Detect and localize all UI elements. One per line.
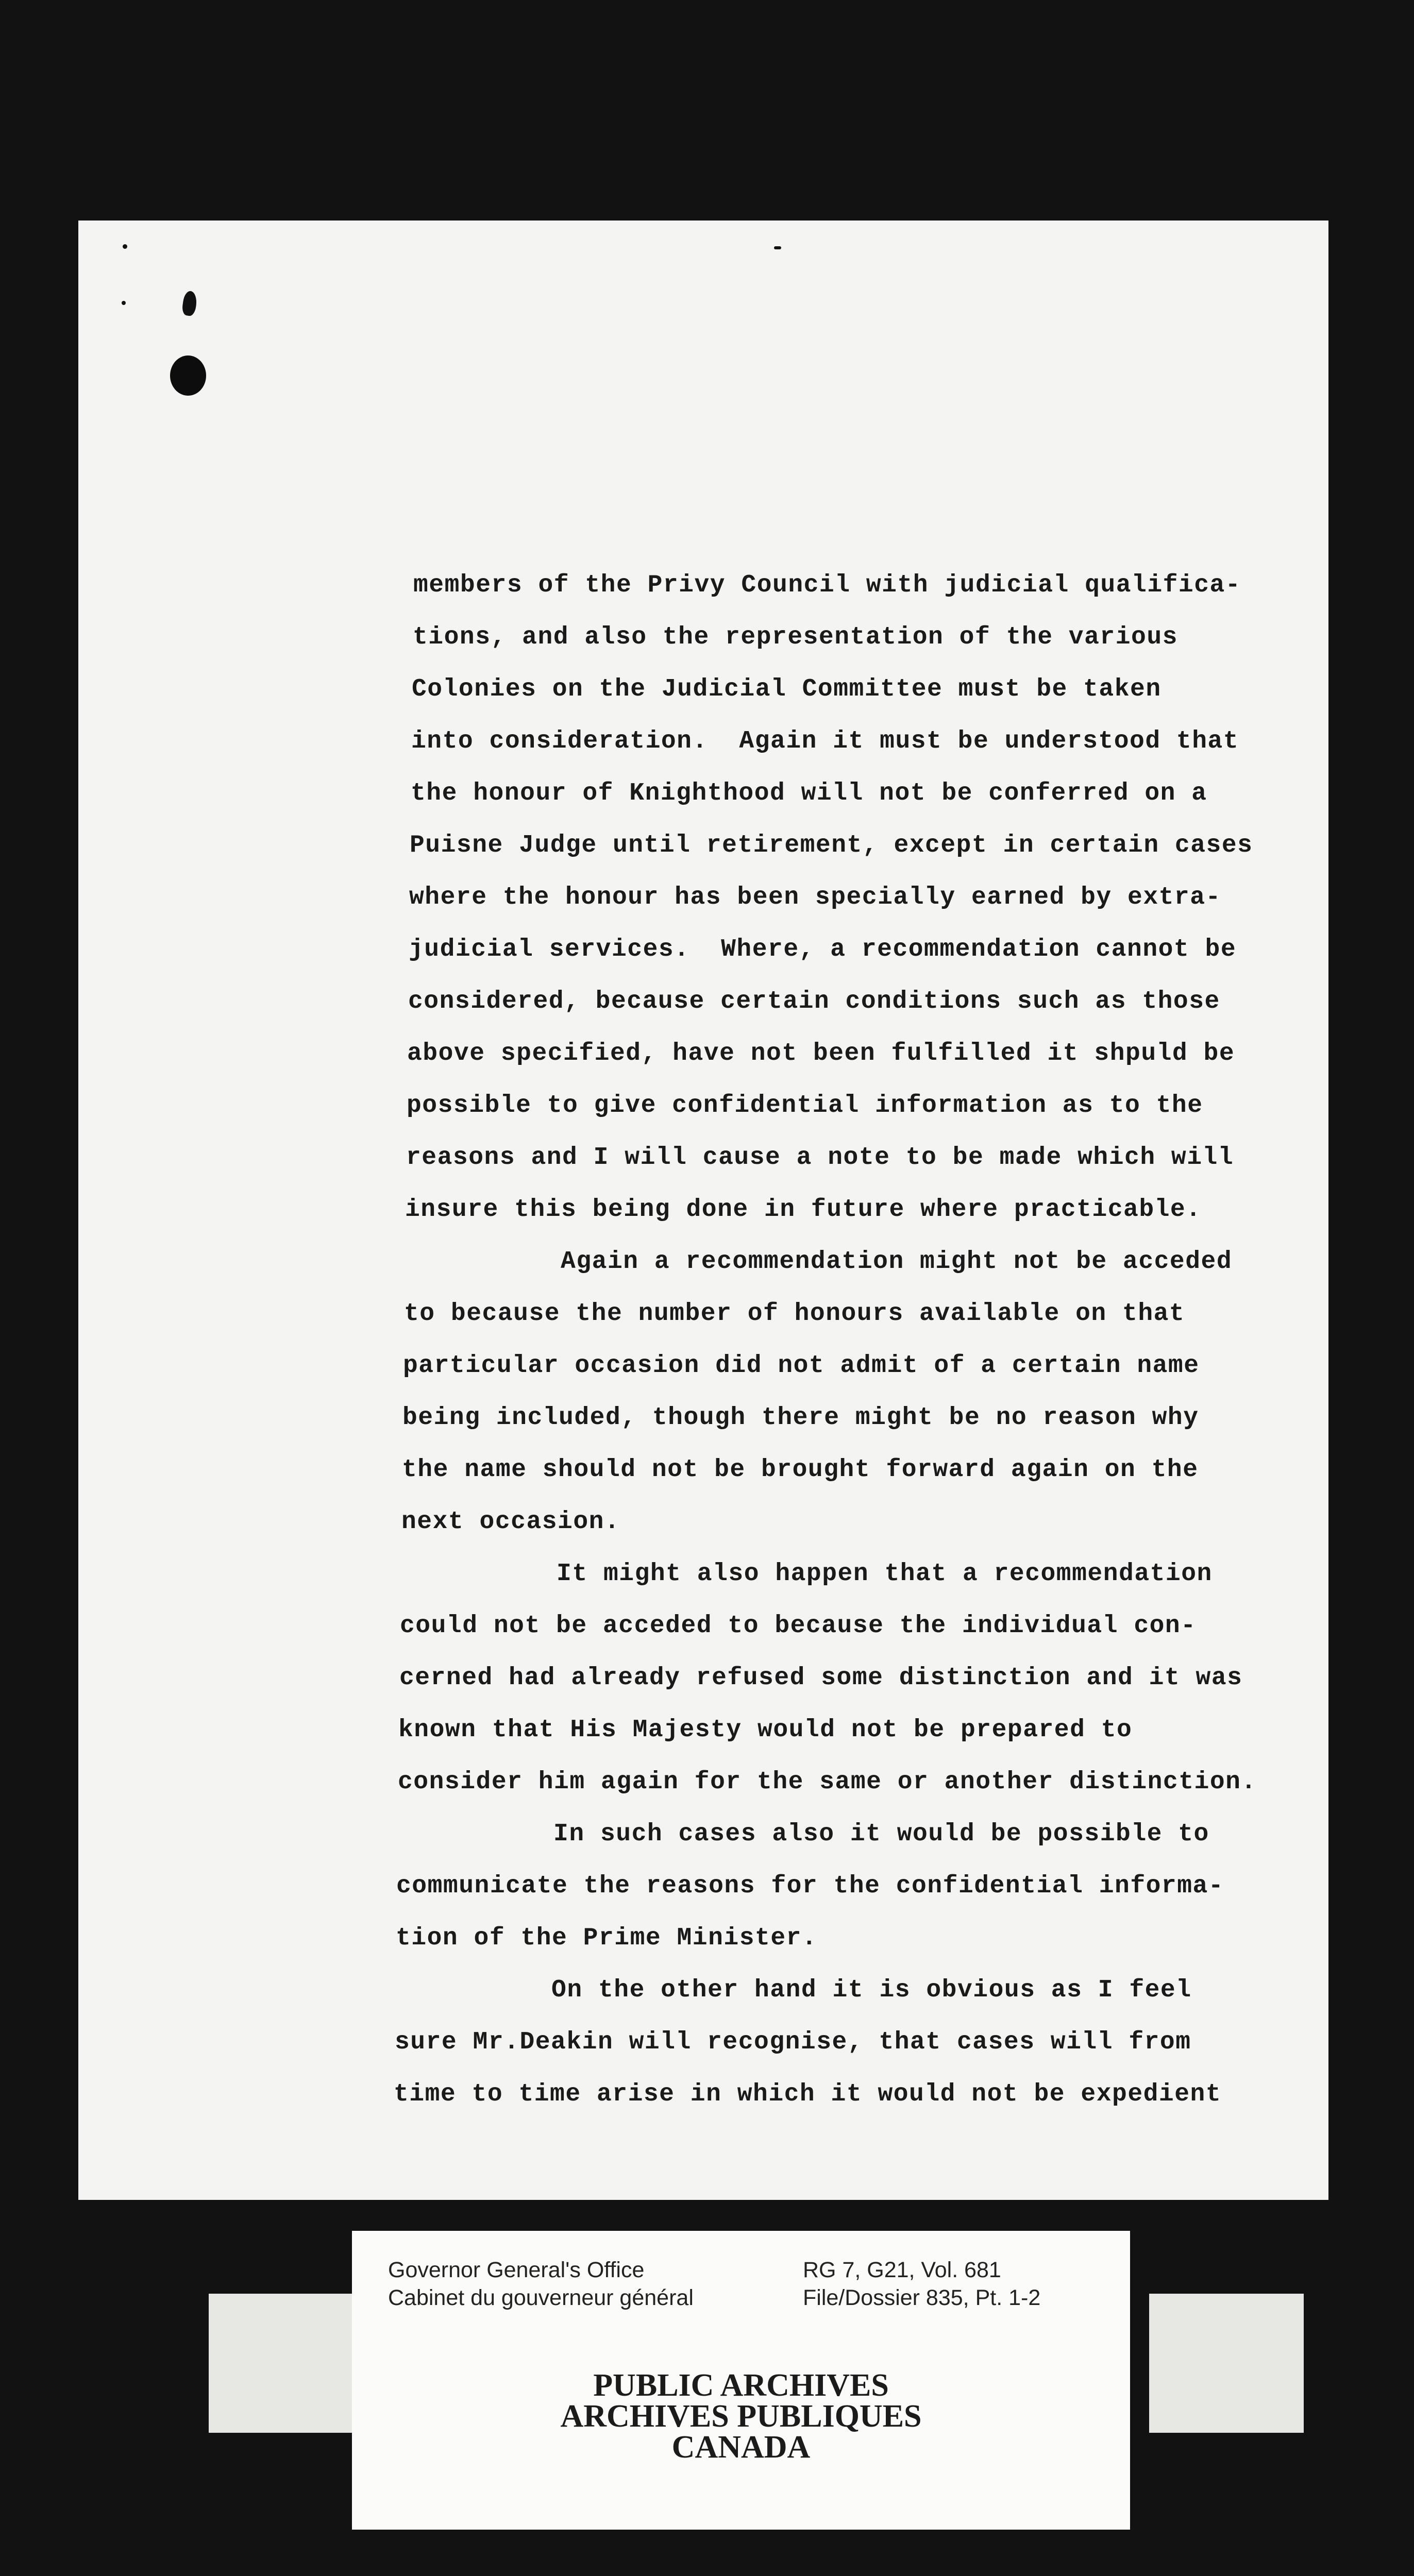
document-line: reasons and I will cause a note to be made which will — [406, 1144, 1234, 1172]
document-line: the honour of Knighthood will not be conferred on a — [411, 779, 1207, 807]
document-line: possible to give confidential information as to the — [407, 1092, 1203, 1120]
document-line: cerned had already refused some distinction and it was — [399, 1664, 1243, 1692]
typed-letter-text — [78, 221, 1328, 2200]
document-line: judicial services. Where, a recommendation cannot be — [409, 936, 1237, 963]
document-line: considered, because certain conditions such as those — [408, 988, 1220, 1015]
archives-stamp-line-1: PUBLIC ARCHIVES — [593, 2368, 889, 2403]
reference-number: RG 7, G21, Vol. 681 — [803, 2258, 1001, 2282]
document-line: known that His Majesty would not be prepared to — [398, 1716, 1133, 1744]
document-line: Colonies on the Judicial Committee must be taken — [412, 675, 1162, 703]
document-line: sure Mr.Deakin will recognise, that cases will from — [395, 2028, 1191, 2056]
archives-stamp-line-3: CANADA — [671, 2430, 811, 2465]
label-tab-left — [209, 2294, 363, 2433]
document-line: tion of the Prime Minister. — [396, 1924, 818, 1952]
document-line: communicate the reasons for the confidential informa- — [396, 1872, 1224, 1900]
document-line: tions, and also the representation of the various — [413, 623, 1178, 651]
document-line: into consideration. Again it must be understood that — [411, 727, 1239, 755]
document-line: Puisne Judge until retirement, except in certain cases — [410, 832, 1253, 859]
document-line: In such cases also it would be possible to — [397, 1820, 1209, 1848]
archive-label — [352, 2231, 1130, 2530]
document-line: insure this being done in future where practicable. — [405, 1196, 1202, 1224]
file-number: File/Dossier 835, Pt. 1-2 — [803, 2285, 1041, 2310]
document-line: the name should not be brought forward again on the — [402, 1456, 1199, 1484]
document-line: above specified, have not been fulfilled it shpuld be — [407, 1040, 1235, 1067]
document-line: It might also happen that a recommendation — [400, 1560, 1213, 1588]
document-line: being included, though there might be no reason why — [402, 1404, 1199, 1432]
office-french: Cabinet du gouverneur général — [388, 2285, 694, 2310]
document-line: Again a recommendation might not be acceded — [405, 1248, 1233, 1276]
label-tab-right — [1149, 2294, 1304, 2433]
document-line: On the other hand it is obvious as I feel — [395, 1976, 1192, 2004]
office-english: Governor General's Office — [388, 2258, 645, 2282]
document-line: members of the Privy Council with judicial qualifica- — [413, 571, 1241, 599]
document-line: could not be acceded to because the individual con- — [400, 1612, 1197, 1640]
document-page — [78, 221, 1328, 2200]
document-line: particular occasion did not admit of a certain name — [403, 1352, 1200, 1380]
punch-hole — [170, 355, 206, 396]
document-line: where the honour has been specially earned by extra- — [409, 884, 1221, 911]
document-line: to because the number of honours available on that — [404, 1300, 1185, 1328]
archives-stamp-line-2: ARCHIVES PUBLIQUES — [560, 2399, 922, 2434]
document-line: consider him again for the same or another distinction. — [398, 1768, 1257, 1796]
document-line: next occasion. — [401, 1508, 620, 1536]
document-line: time to time arise in which it would not be expedient — [394, 2080, 1222, 2108]
